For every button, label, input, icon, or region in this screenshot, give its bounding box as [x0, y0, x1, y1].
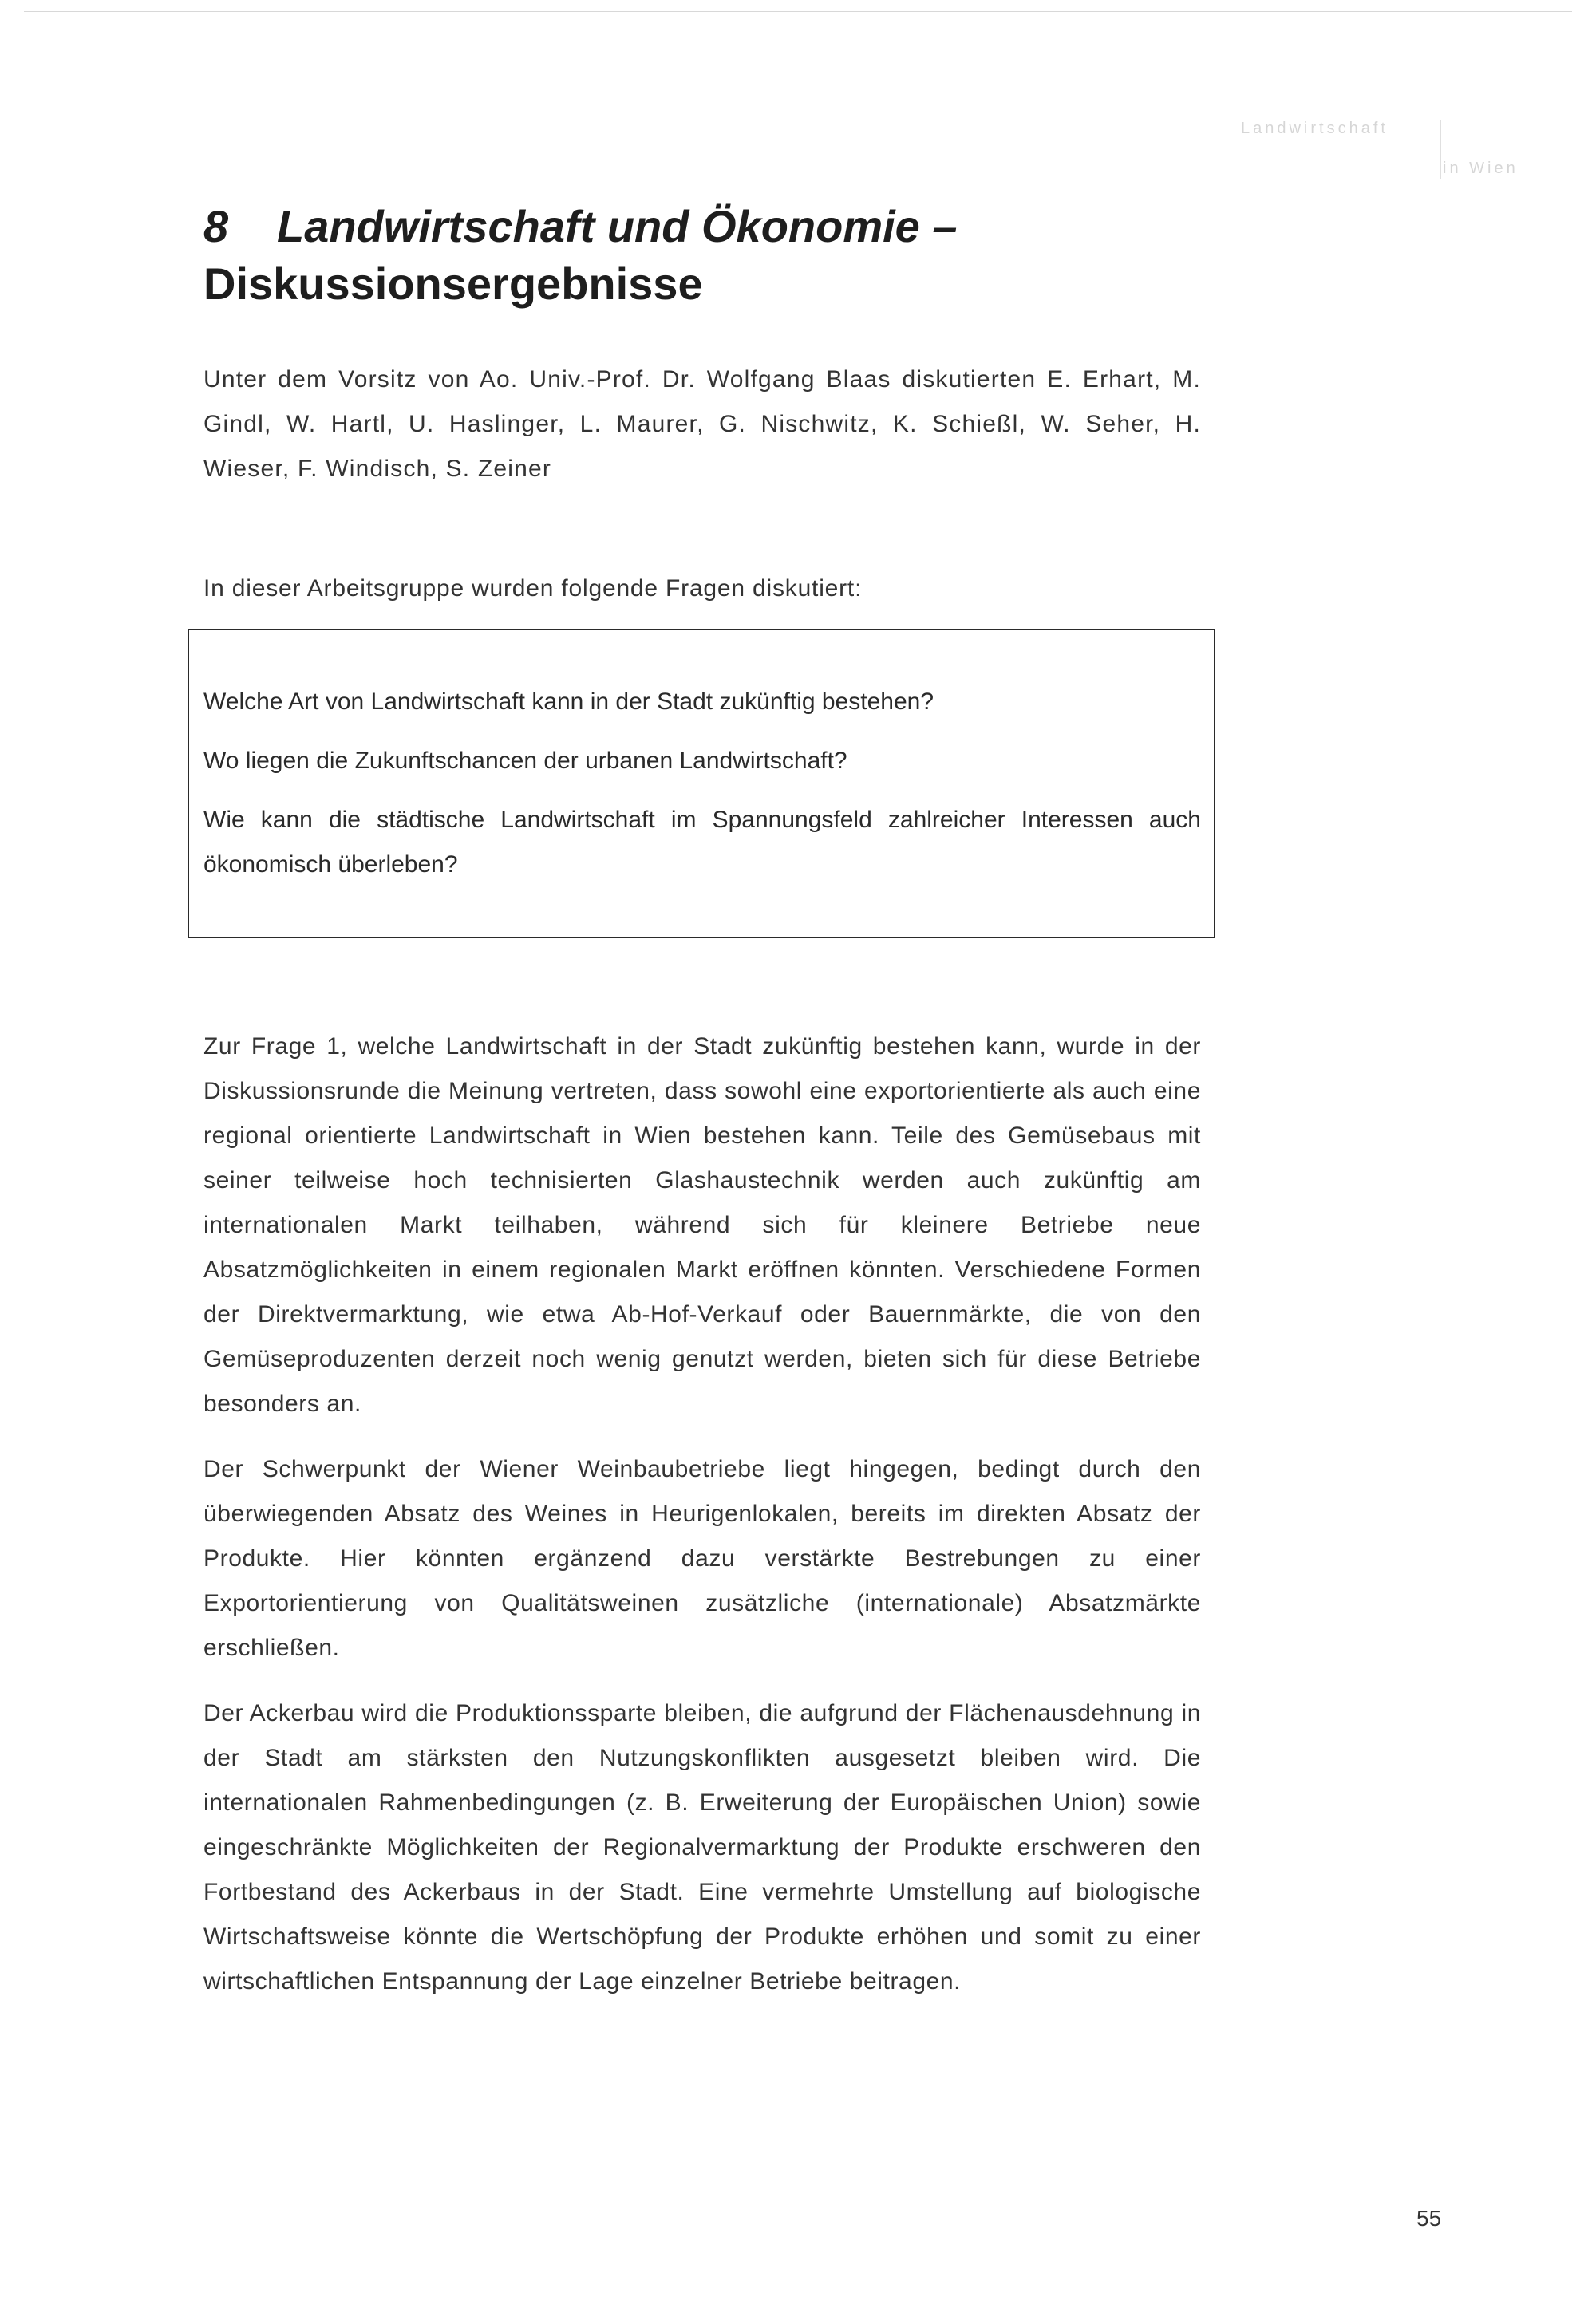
body-paragraph-3: Der Ackerbau wird die Produktionssparte bleiben, die aufgrund der Flächenausdehnung in der Stadt am stärksten den Nutzungskonflikten ausgesetzt bleiben wird. Die internationalen Rahmenbedingungen (z. B. Erweiterung der Europäischen Union) sowie eingeschränkte Möglichkeiten der Regionalvermarktung der Produkte erschweren den Fortbestand des Ackerbaus in der Stadt. Eine vermehrte Umstellung auf biologische Wirtschaftsweise könnte die Wertschöpfung der Produkte erhöhen und somit zu einer wirtschaftlichen Entspannung der Lage einzelner Betriebe beitragen.: [203, 1700, 1201, 1995]
questions-lead: In dieser Arbeitsgruppe wurden folgende Fragen diskutiert:: [203, 575, 863, 602]
running-header-left: Landwirtschaft: [1241, 120, 1389, 137]
running-header-divider: [1440, 120, 1441, 160]
questions-box: [188, 629, 1215, 938]
chapter-title-line1: [203, 198, 1241, 255]
body-paragraph-1: Zur Frage 1, welche Landwirtschaft in der Stadt zukünftig bestehen kann, wurde in der Diskussionsrunde die Meinung vertreten, dass sowohl eine exportorientierte als auch eine regional orientierte Landwirtschaft in Wien bestehen kann. Teile des Gemüsebaus mit seiner teilweise hoch technisierten Glashaustechnik werden auch zukünftig am internationalen Markt teilhaben, während sich für kleinere Betriebe neue Absatzmöglichkeiten in einem regionalen Markt eröffnen könnten. Verschiedene Formen der Direktvermarktung, wie etwa Ab-Hof-Verkauf oder Bauernmärkte, die von den Gemüseproduzenten derzeit noch wenig genutzt werden, bieten sich für diese Betriebe besonders an.: [203, 1033, 1201, 1417]
question-1: Welche Art von Landwirtschaft kann in der Stadt zukünftig bestehen?: [203, 689, 934, 715]
top-rule: [24, 11, 1572, 12]
chapter-subtitle: Diskussionsergebnisse: [203, 258, 703, 309]
body-paragraph-2: Der Schwerpunkt der Wiener Weinbaubetriebe liegt hingegen, bedingt durch den überwiegenden Absatz des Weines in Heurigenlokalen, bereits im direkten Absatz der Produkte. Hier könnten ergänzend dazu verstärkte Bestrebungen zu einer Exportorientierung von Qualitätsweinen zusätzliche (internationale) Absatzmärkte erschließen.: [203, 1456, 1201, 1661]
running-header-divider-lower: [1440, 160, 1441, 179]
chapter-number: 8: [203, 201, 229, 251]
page-number: 55: [1416, 2206, 1442, 2231]
question-3: Wie kann die städtische Landwirtschaft im Spannungsfeld zahlreicher Interessen auch ökonomisch überleben?: [203, 807, 1201, 878]
question-2: Wo liegen die Zukunftschancen der urbanen Landwirtschaft?: [203, 748, 847, 774]
chapter-title-text: Landwirtschaft und Ökonomie –: [277, 201, 958, 251]
running-header-right: in Wien: [1443, 160, 1519, 177]
participants-paragraph: Unter dem Vorsitz von Ao. Univ.-Prof. Dr. Wolfgang Blaas diskutierten E. Erhart, M. Gindl, W. Hartl, U. Haslinger, L. Maurer, G. Nischwitz, K. Schießl, W. Seher, H. Wieser, F. Windisch, S. Zeiner: [203, 366, 1201, 482]
chapter-title: [203, 198, 1241, 313]
